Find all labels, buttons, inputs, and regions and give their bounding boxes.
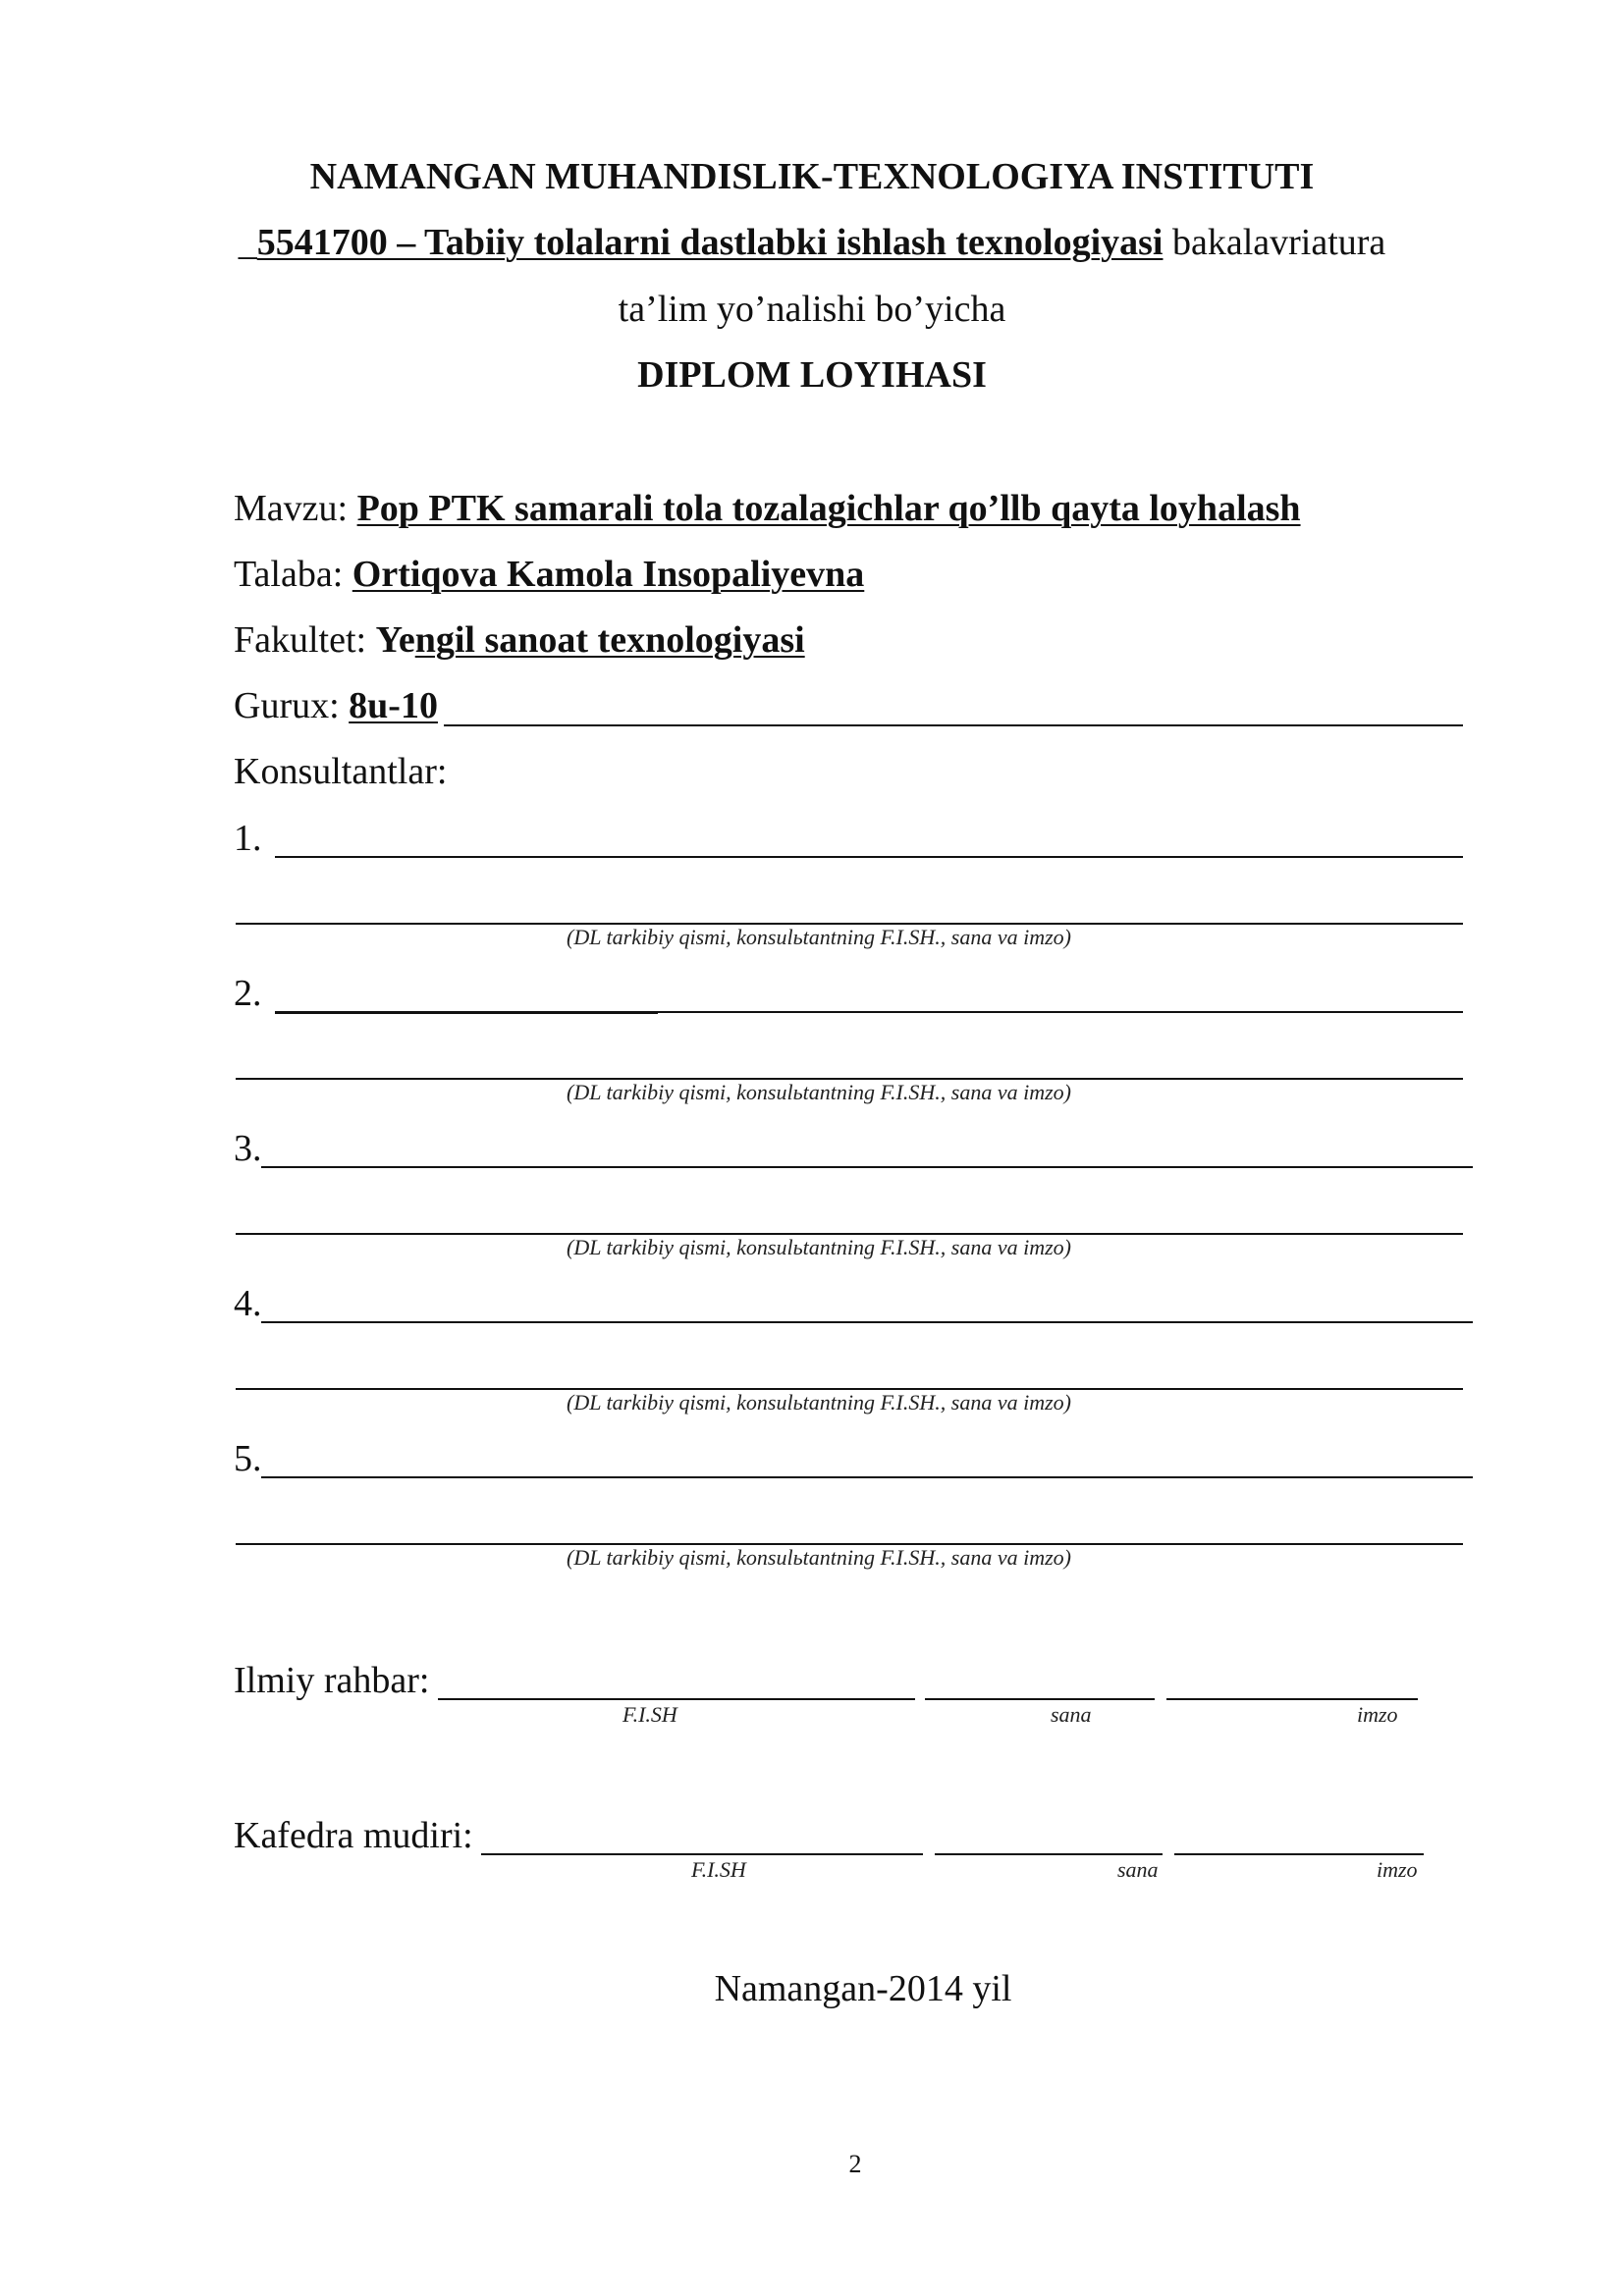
ilmiy-imzo-line[interactable]	[1166, 1698, 1418, 1700]
consultant-caption: (DL tarkibiy qismi, konsulьtantning F.I.SH., sana va imzo)	[567, 1080, 1071, 1104]
place-year: Namangan-2014 yil	[714, 1968, 1012, 2009]
gurux-fill-line	[444, 724, 1463, 726]
program-line-2: ta’lim yo’nalishi bo’yicha	[618, 289, 1006, 330]
consultant-line[interactable]	[658, 1011, 1463, 1013]
consultant-caption: (DL tarkibiy qismi, konsulьtantning F.I.SH., sana va imzo)	[567, 1390, 1071, 1415]
fakultet-value-rest: ngil sanoat texnologiyasi	[414, 619, 805, 661]
mavzu-value: Pop PTK samarali tola tozalagichlar qo’llb qayta loyhalash	[356, 488, 1301, 529]
ilmiy-sana-line[interactable]	[925, 1698, 1155, 1700]
consultant-line[interactable]	[261, 1166, 1473, 1168]
talaba-row	[234, 553, 864, 596]
fakultet-row	[234, 618, 805, 662]
konsultantlar-label: Konsultantlar:	[234, 751, 448, 792]
consultant-line[interactable]	[261, 1321, 1473, 1323]
talaba-value: Ortiqova Kamola Insopaliyevna	[352, 554, 865, 595]
kafedra-sana-line[interactable]	[935, 1853, 1163, 1855]
talaba-label: Talaba:	[234, 554, 352, 595]
fakultet-label: Fakultet:	[234, 619, 376, 661]
consultant-number: 1.	[234, 818, 262, 859]
consultant-line[interactable]	[261, 1476, 1473, 1478]
ilmiy-rahbar-label: Ilmiy rahbar:	[234, 1660, 430, 1701]
page-number: 2	[848, 2150, 862, 2178]
consultant-caption: (DL tarkibiy qismi, konsulьtantning F.I.SH., sana va imzo)	[567, 925, 1071, 949]
ilmiy-fish-caption: F.I.SH	[623, 1702, 677, 1727]
consultant-line[interactable]	[275, 1011, 658, 1014]
consultant-line[interactable]	[275, 856, 1463, 858]
program-suffix: bakalavriatura	[1163, 222, 1386, 263]
consultant-caption: (DL tarkibiy qismi, konsulьtantning F.I.SH., sana va imzo)	[567, 1545, 1071, 1570]
mavzu-row	[234, 487, 1301, 530]
ilmiy-imzo-caption: imzo	[1357, 1702, 1398, 1727]
ilmiy-fish-line[interactable]	[438, 1698, 915, 1700]
kafedra-sana-caption: sana	[1117, 1857, 1159, 1882]
consultant-number: 2.	[234, 973, 262, 1014]
document-type: DIPLOM LOYIHASI	[637, 354, 987, 396]
consultant-number: 3.	[234, 1128, 262, 1169]
gurux-row	[234, 684, 438, 727]
gurux-value: 8u-10	[349, 685, 438, 726]
kafedra-imzo-line[interactable]	[1174, 1853, 1424, 1855]
kafedra-fish-line[interactable]	[481, 1853, 923, 1855]
kafedra-fish-caption: F.I.SH	[691, 1857, 746, 1882]
consultant-number: 4.	[234, 1283, 262, 1324]
mavzu-label: Mavzu:	[234, 488, 357, 529]
program-line	[0, 221, 1624, 264]
consultant-number: 5.	[234, 1438, 262, 1479]
program-prefix: _	[238, 222, 257, 263]
ilmiy-sana-caption: sana	[1051, 1702, 1092, 1727]
gurux-label: Gurux:	[234, 685, 350, 726]
fakultet-value-start: Ye	[375, 619, 415, 661]
kafedra-mudiri-label: Kafedra mudiri:	[234, 1815, 473, 1856]
program-code: 5541700 – Tabiiy tolalarni dastlabki ishlash texnologiyasi	[256, 222, 1164, 263]
consultant-caption: (DL tarkibiy qismi, konsulьtantning F.I.SH., sana va imzo)	[567, 1235, 1071, 1259]
institute-name: NAMANGAN MUHANDISLIK-TEXNOLOGIYA INSTITUTI	[309, 156, 1315, 197]
kafedra-imzo-caption: imzo	[1377, 1857, 1418, 1882]
